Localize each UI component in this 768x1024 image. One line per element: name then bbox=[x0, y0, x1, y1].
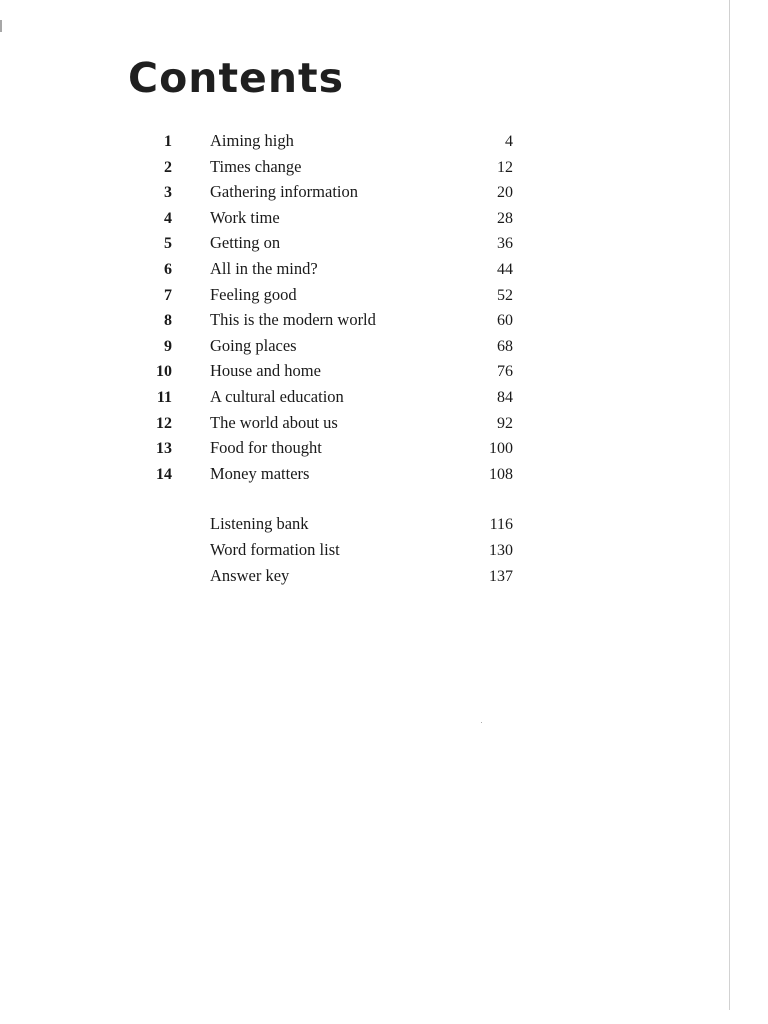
unit-title: Food for thought bbox=[210, 438, 322, 458]
unit-number: 4 bbox=[164, 209, 172, 227]
page-title: Contents bbox=[128, 54, 345, 102]
toc-row-unit-3[interactable] bbox=[140, 179, 520, 205]
unit-title: Gathering information bbox=[210, 182, 359, 202]
toc-row-listening-bank[interactable] bbox=[140, 511, 520, 537]
toc-row-unit-1[interactable] bbox=[140, 128, 520, 154]
page-number: 4 bbox=[505, 133, 513, 150]
toc-row-unit-14[interactable] bbox=[140, 461, 520, 487]
unit-title: Feeling good bbox=[210, 284, 297, 304]
scan-speck bbox=[481, 722, 482, 723]
unit-title: Work time bbox=[210, 207, 280, 227]
page-number: 28 bbox=[497, 209, 513, 227]
unit-title: Aiming high bbox=[210, 131, 294, 150]
unit-number: 5 bbox=[164, 235, 172, 253]
toc-row-unit-11[interactable] bbox=[140, 384, 520, 410]
page-number: 116 bbox=[489, 516, 513, 534]
page-number: 44 bbox=[497, 260, 513, 278]
unit-title: Money matters bbox=[210, 463, 310, 483]
page-number: 76 bbox=[497, 363, 513, 381]
page-number: 20 bbox=[497, 184, 513, 202]
page-number: 68 bbox=[497, 337, 513, 355]
page-number: 92 bbox=[497, 414, 513, 432]
toc-row-unit-10[interactable] bbox=[140, 358, 520, 384]
unit-number: 1 bbox=[164, 133, 172, 150]
extra-title: Answer key bbox=[210, 565, 290, 585]
extra-title: Word formation list bbox=[210, 539, 340, 559]
unit-number: 9 bbox=[164, 337, 172, 355]
toc-row-unit-9[interactable] bbox=[140, 333, 520, 359]
unit-number: 6 bbox=[164, 260, 172, 278]
section-spacer bbox=[140, 486, 520, 511]
unit-title: A cultural education bbox=[210, 386, 344, 406]
page-number: 60 bbox=[497, 312, 513, 330]
toc-row-unit-12[interactable] bbox=[140, 410, 520, 436]
unit-number: 14 bbox=[156, 465, 172, 483]
unit-number: 12 bbox=[156, 414, 172, 432]
toc-row-unit-5[interactable] bbox=[140, 230, 520, 256]
unit-title: Getting on bbox=[210, 233, 281, 253]
unit-title: Times change bbox=[210, 156, 302, 176]
page-number: 137 bbox=[489, 567, 513, 585]
unit-number: 8 bbox=[164, 312, 172, 330]
page-number: 36 bbox=[497, 235, 513, 253]
unit-number: 7 bbox=[164, 286, 172, 304]
unit-number: 10 bbox=[156, 363, 172, 381]
toc-row-answer-key[interactable] bbox=[140, 563, 520, 589]
toc-row-unit-8[interactable] bbox=[140, 307, 520, 333]
page-number: 84 bbox=[497, 388, 513, 406]
unit-number: 13 bbox=[156, 440, 172, 458]
page-number: 12 bbox=[497, 158, 513, 176]
unit-number: 2 bbox=[164, 158, 172, 176]
unit-title: House and home bbox=[210, 361, 321, 381]
page-number: 108 bbox=[489, 465, 513, 483]
unit-number: 11 bbox=[156, 388, 172, 406]
toc-row-unit-6[interactable] bbox=[140, 256, 520, 282]
toc-row-unit-4[interactable] bbox=[140, 205, 520, 231]
toc-row-unit-7[interactable] bbox=[140, 282, 520, 308]
table-of-contents bbox=[140, 128, 520, 588]
page-number: 52 bbox=[497, 286, 513, 304]
scan-artifact-left bbox=[0, 20, 2, 32]
unit-number: 3 bbox=[164, 184, 172, 202]
unit-title: This is the modern world bbox=[210, 310, 376, 330]
page-number: 130 bbox=[489, 541, 513, 559]
unit-title: The world about us bbox=[210, 412, 338, 432]
toc-row-word-formation-list[interactable] bbox=[140, 537, 520, 563]
unit-title: All in the mind? bbox=[210, 258, 318, 278]
page-number: 100 bbox=[489, 440, 513, 458]
toc-row-unit-13[interactable] bbox=[140, 435, 520, 461]
toc-row-unit-2[interactable] bbox=[140, 154, 520, 180]
page-edge-line bbox=[729, 0, 730, 1010]
unit-title: Going places bbox=[210, 335, 297, 355]
extra-title: Listening bank bbox=[210, 514, 309, 534]
